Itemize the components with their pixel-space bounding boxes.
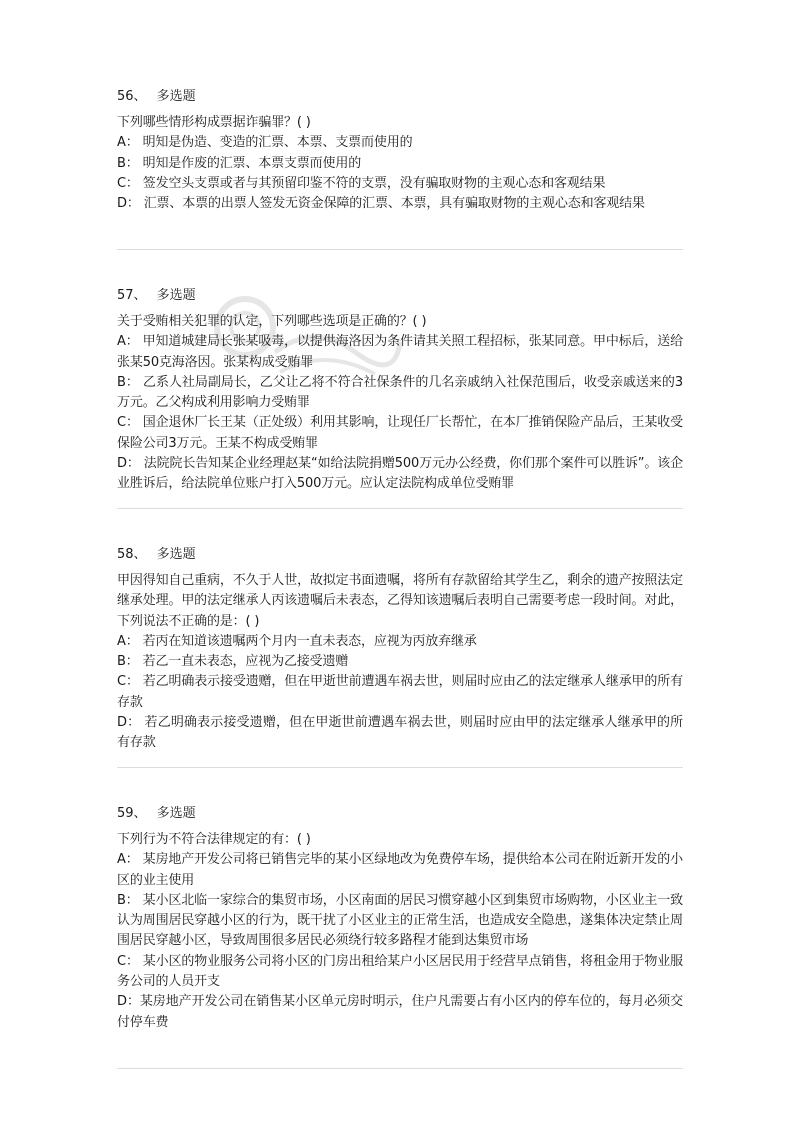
question-stem: 甲因得知自己重病，不久于人世，故拟定书面遗嘱，将所有存款留给其学生乙，剩余的遗产按照法定继承处理。甲的法定继承人丙该遗嘱后未表态，乙得知该遗嘱后表明自己需要考虑一段时间。对此，下列说法不正确的是：( )	[117, 573, 683, 629]
question-separator: 、	[133, 547, 147, 562]
option-d: D：某房地产开发公司在销售某小区单元房时明示，住户凡需要占有小区内的停车位的，每月必须交付停车费	[117, 994, 683, 1030]
question-divider	[117, 767, 683, 768]
question-number: 57	[117, 288, 134, 303]
question-type: 多选题	[156, 89, 196, 104]
option-a: A： 甲知道城建局长张某吸毒，以提供海洛因为条件请其关照工程招标，张某同意。甲中标后，送给张某50克海洛因。张某构成受贿罪	[117, 334, 683, 370]
question-59	[117, 804, 683, 1033]
option-b: B： 若乙一直未表态，应视为乙接受遗赠	[117, 654, 349, 670]
question-type: 多选题	[156, 806, 196, 821]
question-stem: 下列哪些情形构成票据诈骗罪？( )	[117, 115, 311, 130]
question-stem: 关于受贿相关犯罪的认定，下列哪些选项是正确的？( )	[117, 314, 427, 329]
option-c: C： 某小区的物业服务公司将小区的门房出租给某户小区居民用于经营早点销售，将租金用于物业服务公司的人员开支	[117, 953, 683, 990]
question-number: 59	[117, 806, 134, 821]
question-number: 58	[117, 547, 134, 562]
option-c: C： 若乙明确表示接受遗赠，但在甲逝世前遭遇车祸去世，则届时应由乙的法定继承人继承甲的所有存款	[117, 674, 683, 710]
question-divider	[117, 1068, 683, 1069]
question-56	[117, 87, 683, 214]
option-d: D： 法院院长告知某企业经理赵某“如给法院捐赠500万元办公经费，你们那个案件可以胜诉”。该企业胜诉后，给法院单位账户打入500万元。应认定法院构成单位受贿罪	[117, 456, 683, 492]
question-type: 多选题	[156, 547, 196, 562]
question-header	[117, 87, 683, 107]
question-divider	[117, 508, 683, 509]
question-58	[117, 545, 683, 754]
question-divider	[117, 249, 683, 250]
option-d: D： 汇票、本票的出票人签发无资金保障的汇票、本票，具有骗取财物的主观心态和客观结果	[117, 196, 645, 212]
question-stem: 下列行为不符合法律规定的有：( )	[117, 832, 311, 847]
option-b: B： 某小区北临一家综合的集贸市场，小区南面的居民习惯穿越小区到集贸市场购物，小区业主一致认为周围居民穿越小区的行为，既干扰了小区业主的正常生活，也造成安全隐患，遂集体决定禁止周围居民穿越小区，导致周围很多居民必须绕行较多路程才能到达集贸市场	[117, 892, 683, 949]
option-b: B： 明知是作废的汇票、本票支票而使用的	[117, 155, 362, 171]
question-number: 56	[117, 89, 134, 104]
question-header	[117, 545, 683, 565]
option-c: C： 国企退休厂长王某（正处级）利用其影响，让现任厂长帮忙，在本厂推销保险产品后，王某收受保险公司3万元。王某不构成受贿罪	[117, 415, 683, 451]
question-type: 多选题	[156, 288, 196, 303]
option-a: A： 明知是伪造、变造的汇票、本票、支票而使用的	[117, 135, 413, 151]
option-a: A： 某房地产开发公司将已销售完毕的某小区绿地改为免费停车场，提供给本公司在附近新开发的小区的业主使用	[117, 852, 683, 888]
question-header	[117, 286, 683, 306]
question-separator: 、	[133, 806, 147, 821]
option-c: C： 签发空头支票或者与其预留印鉴不符的支票，没有骗取财物的主观心态和客观结果	[117, 175, 606, 191]
option-a: A： 若丙在知道该遗嘱两个月内一直未表态，应视为丙放弃继承	[117, 633, 477, 649]
question-57	[117, 286, 683, 495]
question-header	[117, 804, 683, 824]
option-b: B： 乙系人社局副局长，乙父让乙将不符合社保条件的几名亲戚纳入社保范围后，收受亲戚送来的3万元。乙父构成利用影响力受贿罪	[117, 374, 683, 411]
option-d: D： 若乙明确表示接受遗赠，但在甲逝世前遭遇车祸去世，则届时应由甲的法定继承人继承甲的所有存款	[117, 715, 683, 751]
question-separator: 、	[133, 89, 147, 104]
question-separator: 、	[133, 288, 147, 303]
